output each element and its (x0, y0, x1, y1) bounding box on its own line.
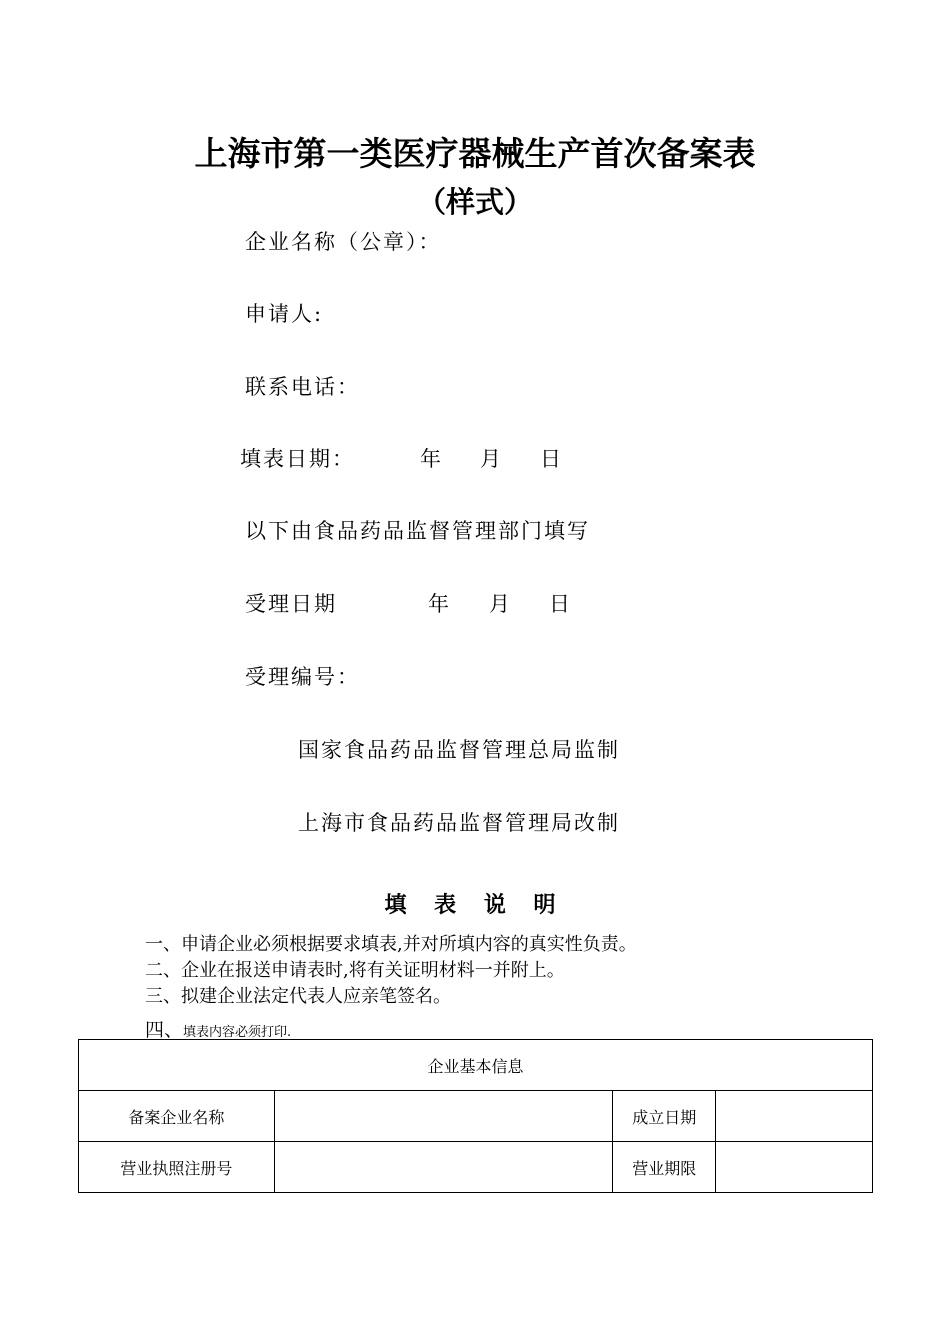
company-info-table (78, 1039, 873, 1193)
license-number-input[interactable] (274, 1142, 613, 1193)
business-term-input[interactable] (716, 1142, 873, 1193)
issuer-shanghai: 上海市食品药品监督管理局改制 (298, 811, 620, 835)
establish-date-input[interactable] (716, 1091, 873, 1142)
table-header-row (79, 1040, 873, 1091)
notes-title: 填 表 说 明 (384, 893, 566, 918)
table-row (79, 1091, 873, 1142)
note-3: 三、拟建企业法定代表人应亲笔签名。 (145, 986, 451, 1007)
fill-date-year: 年 (420, 447, 443, 471)
accept-date-label: 受理日期 (245, 592, 337, 616)
business-term-label: 营业期限 (613, 1142, 716, 1193)
establish-date-label: 成立日期 (613, 1091, 716, 1142)
company-name-field: 企业名称（公章）： (245, 230, 442, 254)
note-2: 二、企业在报送申请表时,将有关证明材料一并附上。 (145, 960, 565, 981)
company-name-input[interactable] (274, 1091, 613, 1142)
table-header: 企业基本信息 (79, 1040, 873, 1091)
accept-date-day: 日 (549, 592, 572, 616)
company-name-label: 备案企业名称 (79, 1091, 275, 1142)
phone-field: 联系电话： (245, 375, 360, 399)
accept-number-field: 受理编号： (245, 665, 360, 689)
applicant-field: 申请人: (245, 302, 324, 326)
table-row (79, 1142, 873, 1193)
accept-date-month: 月 (489, 592, 512, 616)
issuer-national: 国家食品药品监督管理总局监制 (298, 738, 620, 762)
agency-note: 以下由食品药品监督管理部门填写 (245, 519, 590, 543)
fill-date-month: 月 (480, 447, 503, 471)
note-4 (145, 1015, 291, 1042)
document-title: 上海市第一类医疗器械生产首次备案表 (194, 134, 756, 173)
note-1: 一、申请企业必须根据要求填表,并对所填内容的真实性负责。 (145, 934, 637, 955)
note-4-prefix: 四、 (145, 1019, 184, 1041)
note-4-text: 填表内容必须打印. (183, 1025, 292, 1040)
fill-date-label: 填表日期： (240, 447, 355, 471)
license-number-label: 营业执照注册号 (79, 1142, 275, 1193)
fill-date-day: 日 (540, 447, 563, 471)
document-subtitle: （样式） (416, 185, 533, 219)
accept-date-year: 年 (428, 592, 451, 616)
